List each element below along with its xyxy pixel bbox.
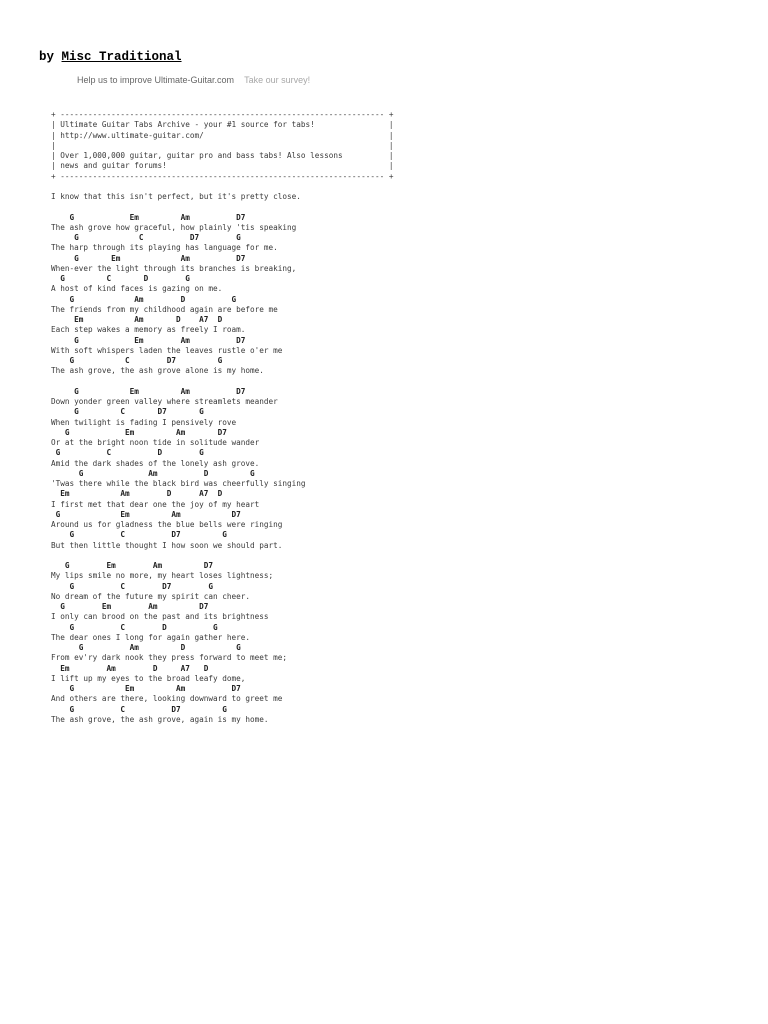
chord-line: G C D G (51, 622, 218, 632)
lyric-line: The ash grove, the ash grove alone is my home. (51, 366, 264, 376)
lyric-line: I first met that dear one the joy of my heart (51, 499, 260, 509)
lyric-line: The harp through its playing has language for me. (51, 243, 278, 253)
lyric-line: | Over 1,000,000 guitar, guitar pro and bass tabs! Also lessons | (51, 151, 394, 160)
lyric-line: With soft whispers laden the leaves rustle o'er me (51, 345, 283, 355)
chord-line: G C D G (51, 274, 190, 283)
chord-line: G Am D G (51, 468, 255, 478)
chord-line: G C D7 G (51, 530, 227, 540)
chord-line: G Em Am D7 (51, 335, 246, 345)
lyric-line: The dear ones I long for again gather here. (51, 632, 251, 642)
lyric-line: No dream of the future my spirit can cheer. (51, 591, 251, 601)
lyric-line: | http://www.ultimate-guitar.com/ | (51, 130, 394, 140)
chord-line: G Em Am D7 (51, 684, 241, 693)
lyric-line: | news and guitar forums! | (51, 161, 394, 171)
chord-line: G Em Am D7 (51, 602, 209, 611)
lyric-line: A host of kind faces is gazing on me. (51, 284, 223, 294)
lyric-line: But then little thought I how soon we should part. (51, 540, 283, 550)
chord-line: G Em Am D7 (51, 427, 227, 437)
chord-line: G Em Am D7 (51, 386, 246, 396)
lyric-line: The ash grove how graceful, how plainly 'tis speaking (51, 222, 297, 232)
chord-line: G Am D G (51, 294, 237, 304)
lyric-line: The ash grove, the ash grove, again is my home. (51, 714, 269, 724)
artist-link[interactable]: Misc Traditional (61, 50, 182, 64)
lyric-line: My lips smile no more, my heart loses lightness; (51, 571, 274, 581)
lyric-line: I lift up my eyes to the broad leafy dome, (51, 673, 246, 683)
lyric-line: | | (51, 140, 394, 150)
lyric-line: I know that this isn't perfect, but it's pretty close. (51, 192, 301, 201)
lyric-line: Or at the bright noon tide in solitude wander (51, 438, 260, 447)
lyric-line: From ev'ry dark nook they press forward to meet me; (51, 653, 288, 663)
chord-line: Em Am D A7 D (51, 315, 223, 324)
chord-line: G C D7 G (51, 233, 241, 242)
blank-line (51, 202, 394, 212)
lyric-line: And others are there, looking downward to greet me (51, 694, 283, 704)
lyric-line: + ---------------------------------------------------------------------- + (51, 171, 394, 181)
lyric-line: Down yonder green valley where streamlets meander (51, 397, 278, 406)
byline-prefix: by (39, 50, 62, 64)
chord-line: G C D7 G (51, 581, 213, 591)
chord-line: Em Am D A7 D (51, 663, 209, 673)
lyric-line: The friends from my childhood again are before me (51, 304, 278, 314)
chord-line: G C D7 G (51, 356, 223, 365)
lyric-line: 'Twas there while the black bird was cheerfully singing (51, 479, 306, 488)
chord-line: G Em Am D7 (51, 212, 246, 222)
blank-line (51, 377, 394, 387)
chord-line: G Em Am D7 (51, 253, 246, 263)
byline (39, 50, 182, 64)
chord-line: G C D7 G (51, 704, 227, 714)
lyric-line: Around us for gladness the blue bells were ringing (51, 520, 283, 529)
lyric-line: Amid the dark shades of the lonely ash grove. (51, 458, 260, 468)
chord-line: G Em Am D7 (51, 509, 241, 519)
blank-line (51, 551, 394, 561)
survey-bar (77, 75, 310, 85)
lyric-line: + ---------------------------------------------------------------------- + (51, 110, 394, 119)
chord-line: G Am D G (51, 643, 241, 652)
chord-line: Em Am D A7 D (51, 489, 223, 499)
lyric-line: When twilight is fading I pensively rove (51, 417, 237, 427)
lyric-line: When-ever the light through its branches is breaking, (51, 263, 297, 273)
survey-link[interactable]: Take our survey! (244, 75, 311, 85)
chord-line: G C D G (51, 448, 204, 458)
chord-line: G C D7 G (51, 407, 204, 417)
lyric-line: | Ultimate Guitar Tabs Archive - your #1 source for tabs! | (51, 120, 394, 130)
survey-message: Help us to improve Ultimate-Guitar.com (77, 75, 235, 85)
chord-line: G Em Am D7 (51, 561, 213, 570)
tab-content (51, 110, 394, 725)
lyric-line: Each step wakes a memory as freely I roam. (51, 325, 246, 335)
blank-line (51, 182, 394, 192)
lyric-line: I only can brood on the past and its brightness (51, 612, 269, 622)
